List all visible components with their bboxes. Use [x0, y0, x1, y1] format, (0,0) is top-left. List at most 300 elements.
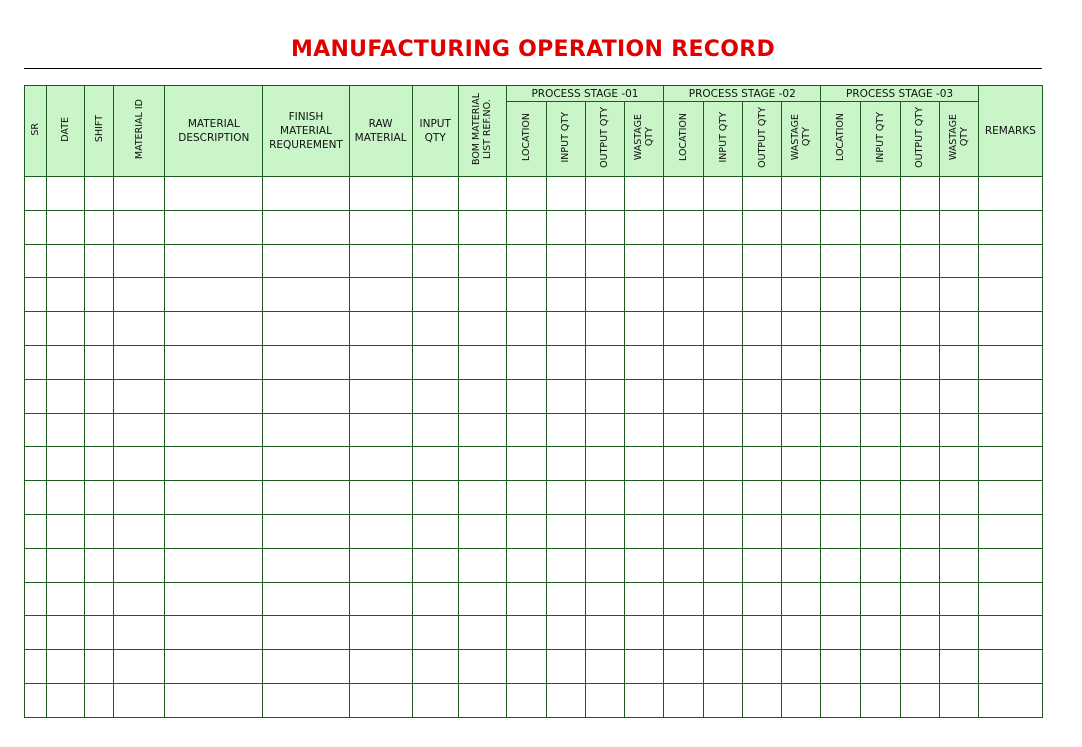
table-cell[interactable]: [349, 548, 412, 582]
table-cell[interactable]: [25, 345, 47, 379]
table-cell[interactable]: [349, 244, 412, 278]
table-cell[interactable]: [25, 447, 47, 481]
table-cell[interactable]: [85, 244, 114, 278]
table-cell[interactable]: [25, 481, 47, 515]
table-cell[interactable]: [664, 683, 704, 717]
table-cell[interactable]: [412, 345, 458, 379]
table-cell[interactable]: [412, 244, 458, 278]
table-cell[interactable]: [412, 548, 458, 582]
table-cell[interactable]: [47, 278, 85, 312]
table-cell[interactable]: [114, 447, 165, 481]
table-cell[interactable]: [25, 413, 47, 447]
table-cell[interactable]: [861, 582, 900, 616]
table-cell[interactable]: [546, 244, 585, 278]
table-cell[interactable]: [743, 210, 782, 244]
table-cell[interactable]: [546, 548, 585, 582]
table-cell[interactable]: [939, 177, 978, 211]
table-cell[interactable]: [861, 312, 900, 346]
table-cell[interactable]: [263, 345, 349, 379]
table-cell[interactable]: [349, 481, 412, 515]
table-cell[interactable]: [458, 447, 506, 481]
table-cell[interactable]: [349, 210, 412, 244]
table-cell[interactable]: [939, 616, 978, 650]
table-cell[interactable]: [85, 481, 114, 515]
table-cell[interactable]: [546, 582, 585, 616]
table-cell[interactable]: [664, 379, 704, 413]
table-cell[interactable]: [978, 548, 1042, 582]
table-cell[interactable]: [85, 447, 114, 481]
table-cell[interactable]: [861, 278, 900, 312]
table-cell[interactable]: [349, 582, 412, 616]
table-cell[interactable]: [506, 413, 546, 447]
table-cell[interactable]: [546, 345, 585, 379]
table-cell[interactable]: [782, 379, 821, 413]
table-cell[interactable]: [114, 210, 165, 244]
table-cell[interactable]: [664, 650, 704, 684]
table-cell[interactable]: [782, 278, 821, 312]
table-cell[interactable]: [165, 650, 263, 684]
table-cell[interactable]: [743, 413, 782, 447]
table-cell[interactable]: [704, 312, 743, 346]
table-cell[interactable]: [664, 582, 704, 616]
table-cell[interactable]: [458, 210, 506, 244]
table-cell[interactable]: [47, 447, 85, 481]
table-cell[interactable]: [47, 210, 85, 244]
table-cell[interactable]: [939, 312, 978, 346]
table-cell[interactable]: [506, 616, 546, 650]
table-cell[interactable]: [664, 447, 704, 481]
table-cell[interactable]: [704, 481, 743, 515]
table-cell[interactable]: [114, 312, 165, 346]
table-cell[interactable]: [625, 345, 664, 379]
table-cell[interactable]: [704, 413, 743, 447]
table-cell[interactable]: [263, 244, 349, 278]
table-cell[interactable]: [861, 210, 900, 244]
table-cell[interactable]: [25, 379, 47, 413]
table-cell[interactable]: [704, 616, 743, 650]
table-cell[interactable]: [47, 481, 85, 515]
table-cell[interactable]: [782, 210, 821, 244]
table-cell[interactable]: [412, 177, 458, 211]
table-cell[interactable]: [165, 683, 263, 717]
table-cell[interactable]: [85, 548, 114, 582]
table-cell[interactable]: [585, 413, 624, 447]
table-cell[interactable]: [704, 514, 743, 548]
table-cell[interactable]: [861, 177, 900, 211]
table-cell[interactable]: [85, 582, 114, 616]
table-cell[interactable]: [506, 379, 546, 413]
table-cell[interactable]: [25, 244, 47, 278]
table-cell[interactable]: [782, 177, 821, 211]
table-cell[interactable]: [625, 278, 664, 312]
table-cell[interactable]: [412, 413, 458, 447]
table-cell[interactable]: [114, 244, 165, 278]
table-cell[interactable]: [900, 177, 939, 211]
table-cell[interactable]: [349, 177, 412, 211]
table-cell[interactable]: [821, 379, 861, 413]
table-cell[interactable]: [47, 177, 85, 211]
table-cell[interactable]: [704, 379, 743, 413]
table-cell[interactable]: [85, 616, 114, 650]
table-cell[interactable]: [664, 514, 704, 548]
table-cell[interactable]: [821, 582, 861, 616]
table-cell[interactable]: [47, 413, 85, 447]
table-cell[interactable]: [263, 481, 349, 515]
table-cell[interactable]: [939, 481, 978, 515]
table-cell[interactable]: [458, 481, 506, 515]
table-cell[interactable]: [25, 278, 47, 312]
table-cell[interactable]: [85, 683, 114, 717]
table-cell[interactable]: [821, 312, 861, 346]
table-cell[interactable]: [458, 244, 506, 278]
table-cell[interactable]: [114, 683, 165, 717]
table-cell[interactable]: [546, 312, 585, 346]
table-cell[interactable]: [861, 650, 900, 684]
table-cell[interactable]: [939, 650, 978, 684]
table-cell[interactable]: [743, 345, 782, 379]
table-cell[interactable]: [47, 244, 85, 278]
table-cell[interactable]: [585, 514, 624, 548]
table-cell[interactable]: [585, 312, 624, 346]
table-cell[interactable]: [743, 582, 782, 616]
table-cell[interactable]: [47, 683, 85, 717]
table-cell[interactable]: [978, 650, 1042, 684]
table-cell[interactable]: [85, 650, 114, 684]
table-cell[interactable]: [546, 413, 585, 447]
table-cell[interactable]: [85, 312, 114, 346]
table-cell[interactable]: [114, 548, 165, 582]
table-cell[interactable]: [114, 481, 165, 515]
table-cell[interactable]: [900, 278, 939, 312]
table-cell[interactable]: [704, 278, 743, 312]
table-cell[interactable]: [263, 548, 349, 582]
table-cell[interactable]: [412, 650, 458, 684]
table-cell[interactable]: [506, 447, 546, 481]
table-cell[interactable]: [743, 244, 782, 278]
table-cell[interactable]: [939, 514, 978, 548]
table-cell[interactable]: [978, 244, 1042, 278]
table-cell[interactable]: [704, 177, 743, 211]
table-cell[interactable]: [47, 379, 85, 413]
table-cell[interactable]: [263, 210, 349, 244]
table-cell[interactable]: [743, 379, 782, 413]
table-cell[interactable]: [114, 514, 165, 548]
table-cell[interactable]: [664, 345, 704, 379]
table-cell[interactable]: [546, 481, 585, 515]
table-cell[interactable]: [782, 244, 821, 278]
table-cell[interactable]: [165, 244, 263, 278]
table-cell[interactable]: [165, 210, 263, 244]
table-cell[interactable]: [47, 345, 85, 379]
table-cell[interactable]: [349, 683, 412, 717]
table-cell[interactable]: [585, 447, 624, 481]
table-cell[interactable]: [664, 616, 704, 650]
table-cell[interactable]: [458, 345, 506, 379]
table-cell[interactable]: [821, 413, 861, 447]
table-cell[interactable]: [625, 616, 664, 650]
table-cell[interactable]: [506, 582, 546, 616]
table-cell[interactable]: [861, 683, 900, 717]
table-cell[interactable]: [821, 447, 861, 481]
table-cell[interactable]: [978, 514, 1042, 548]
table-cell[interactable]: [743, 177, 782, 211]
table-cell[interactable]: [85, 210, 114, 244]
table-cell[interactable]: [900, 514, 939, 548]
table-cell[interactable]: [585, 548, 624, 582]
table-cell[interactable]: [165, 616, 263, 650]
table-cell[interactable]: [625, 514, 664, 548]
table-cell[interactable]: [412, 379, 458, 413]
table-cell[interactable]: [546, 683, 585, 717]
table-cell[interactable]: [585, 616, 624, 650]
table-cell[interactable]: [978, 379, 1042, 413]
table-cell[interactable]: [743, 481, 782, 515]
table-cell[interactable]: [978, 582, 1042, 616]
table-cell[interactable]: [861, 244, 900, 278]
table-cell[interactable]: [821, 683, 861, 717]
table-cell[interactable]: [782, 514, 821, 548]
table-cell[interactable]: [978, 481, 1042, 515]
table-cell[interactable]: [25, 650, 47, 684]
table-cell[interactable]: [664, 548, 704, 582]
table-cell[interactable]: [412, 481, 458, 515]
table-cell[interactable]: [743, 447, 782, 481]
table-cell[interactable]: [821, 514, 861, 548]
table-cell[interactable]: [900, 244, 939, 278]
table-cell[interactable]: [782, 447, 821, 481]
table-cell[interactable]: [412, 447, 458, 481]
table-cell[interactable]: [25, 177, 47, 211]
table-cell[interactable]: [939, 345, 978, 379]
table-cell[interactable]: [165, 278, 263, 312]
table-cell[interactable]: [625, 481, 664, 515]
table-cell[interactable]: [114, 413, 165, 447]
table-cell[interactable]: [978, 345, 1042, 379]
table-cell[interactable]: [704, 548, 743, 582]
table-cell[interactable]: [782, 683, 821, 717]
table-cell[interactable]: [85, 278, 114, 312]
table-cell[interactable]: [349, 650, 412, 684]
table-cell[interactable]: [412, 616, 458, 650]
table-cell[interactable]: [458, 413, 506, 447]
table-cell[interactable]: [900, 650, 939, 684]
table-cell[interactable]: [263, 312, 349, 346]
table-cell[interactable]: [704, 447, 743, 481]
table-cell[interactable]: [263, 683, 349, 717]
table-cell[interactable]: [349, 514, 412, 548]
table-cell[interactable]: [900, 413, 939, 447]
table-cell[interactable]: [546, 650, 585, 684]
table-cell[interactable]: [114, 345, 165, 379]
table-cell[interactable]: [821, 210, 861, 244]
table-cell[interactable]: [939, 548, 978, 582]
table-cell[interactable]: [263, 650, 349, 684]
table-cell[interactable]: [263, 413, 349, 447]
table-cell[interactable]: [546, 278, 585, 312]
table-cell[interactable]: [165, 177, 263, 211]
table-cell[interactable]: [458, 379, 506, 413]
table-cell[interactable]: [743, 312, 782, 346]
table-cell[interactable]: [412, 683, 458, 717]
table-cell[interactable]: [585, 379, 624, 413]
table-cell[interactable]: [743, 548, 782, 582]
table-cell[interactable]: [782, 345, 821, 379]
table-cell[interactable]: [165, 413, 263, 447]
table-cell[interactable]: [861, 481, 900, 515]
table-cell[interactable]: [978, 278, 1042, 312]
table-cell[interactable]: [47, 616, 85, 650]
table-cell[interactable]: [782, 616, 821, 650]
table-cell[interactable]: [625, 548, 664, 582]
table-cell[interactable]: [458, 650, 506, 684]
table-cell[interactable]: [900, 616, 939, 650]
table-cell[interactable]: [585, 278, 624, 312]
table-cell[interactable]: [349, 278, 412, 312]
table-cell[interactable]: [625, 582, 664, 616]
table-cell[interactable]: [546, 447, 585, 481]
table-cell[interactable]: [861, 616, 900, 650]
table-cell[interactable]: [585, 345, 624, 379]
table-cell[interactable]: [25, 514, 47, 548]
table-cell[interactable]: [625, 650, 664, 684]
table-cell[interactable]: [782, 582, 821, 616]
table-cell[interactable]: [585, 177, 624, 211]
table-cell[interactable]: [625, 177, 664, 211]
table-cell[interactable]: [625, 683, 664, 717]
table-cell[interactable]: [25, 582, 47, 616]
table-cell[interactable]: [349, 379, 412, 413]
table-cell[interactable]: [625, 379, 664, 413]
table-cell[interactable]: [821, 548, 861, 582]
table-cell[interactable]: [458, 548, 506, 582]
table-cell[interactable]: [900, 548, 939, 582]
table-cell[interactable]: [546, 177, 585, 211]
table-cell[interactable]: [458, 514, 506, 548]
table-cell[interactable]: [585, 582, 624, 616]
table-cell[interactable]: [861, 413, 900, 447]
table-cell[interactable]: [585, 683, 624, 717]
table-cell[interactable]: [939, 278, 978, 312]
table-cell[interactable]: [978, 312, 1042, 346]
table-cell[interactable]: [743, 683, 782, 717]
table-cell[interactable]: [47, 582, 85, 616]
table-cell[interactable]: [506, 481, 546, 515]
table-cell[interactable]: [900, 582, 939, 616]
table-cell[interactable]: [506, 345, 546, 379]
table-cell[interactable]: [506, 514, 546, 548]
table-cell[interactable]: [978, 447, 1042, 481]
table-cell[interactable]: [782, 481, 821, 515]
table-cell[interactable]: [458, 278, 506, 312]
table-cell[interactable]: [85, 514, 114, 548]
table-cell[interactable]: [412, 582, 458, 616]
table-cell[interactable]: [165, 447, 263, 481]
table-cell[interactable]: [349, 447, 412, 481]
table-cell[interactable]: [704, 210, 743, 244]
table-cell[interactable]: [900, 345, 939, 379]
table-cell[interactable]: [821, 345, 861, 379]
table-cell[interactable]: [546, 616, 585, 650]
table-cell[interactable]: [978, 616, 1042, 650]
table-cell[interactable]: [743, 650, 782, 684]
table-cell[interactable]: [263, 514, 349, 548]
table-cell[interactable]: [263, 379, 349, 413]
table-cell[interactable]: [47, 312, 85, 346]
table-cell[interactable]: [782, 650, 821, 684]
table-cell[interactable]: [263, 447, 349, 481]
table-cell[interactable]: [165, 582, 263, 616]
table-cell[interactable]: [704, 582, 743, 616]
table-cell[interactable]: [114, 379, 165, 413]
table-cell[interactable]: [165, 548, 263, 582]
table-cell[interactable]: [263, 177, 349, 211]
table-cell[interactable]: [506, 650, 546, 684]
table-cell[interactable]: [743, 514, 782, 548]
table-cell[interactable]: [782, 312, 821, 346]
table-cell[interactable]: [114, 177, 165, 211]
table-cell[interactable]: [165, 312, 263, 346]
table-cell[interactable]: [85, 177, 114, 211]
table-cell[interactable]: [625, 210, 664, 244]
table-cell[interactable]: [25, 616, 47, 650]
table-cell[interactable]: [861, 345, 900, 379]
table-cell[interactable]: [900, 481, 939, 515]
table-cell[interactable]: [939, 379, 978, 413]
table-cell[interactable]: [349, 345, 412, 379]
table-cell[interactable]: [704, 345, 743, 379]
table-cell[interactable]: [664, 312, 704, 346]
table-cell[interactable]: [458, 582, 506, 616]
table-cell[interactable]: [900, 447, 939, 481]
table-cell[interactable]: [704, 650, 743, 684]
table-cell[interactable]: [546, 210, 585, 244]
table-cell[interactable]: [114, 278, 165, 312]
table-cell[interactable]: [506, 244, 546, 278]
table-cell[interactable]: [25, 548, 47, 582]
table-cell[interactable]: [939, 447, 978, 481]
table-cell[interactable]: [939, 244, 978, 278]
table-cell[interactable]: [625, 447, 664, 481]
table-cell[interactable]: [939, 683, 978, 717]
table-cell[interactable]: [349, 413, 412, 447]
table-cell[interactable]: [165, 345, 263, 379]
table-cell[interactable]: [743, 616, 782, 650]
table-cell[interactable]: [625, 413, 664, 447]
table-cell[interactable]: [978, 177, 1042, 211]
table-cell[interactable]: [664, 413, 704, 447]
table-cell[interactable]: [165, 481, 263, 515]
table-cell[interactable]: [114, 582, 165, 616]
table-cell[interactable]: [506, 210, 546, 244]
table-cell[interactable]: [821, 650, 861, 684]
table-cell[interactable]: [900, 379, 939, 413]
table-cell[interactable]: [585, 210, 624, 244]
table-cell[interactable]: [821, 616, 861, 650]
table-cell[interactable]: [585, 650, 624, 684]
table-cell[interactable]: [412, 210, 458, 244]
table-cell[interactable]: [47, 548, 85, 582]
table-cell[interactable]: [821, 278, 861, 312]
table-cell[interactable]: [25, 210, 47, 244]
table-cell[interactable]: [85, 413, 114, 447]
table-cell[interactable]: [506, 278, 546, 312]
table-cell[interactable]: [585, 244, 624, 278]
table-cell[interactable]: [349, 312, 412, 346]
table-cell[interactable]: [978, 413, 1042, 447]
table-cell[interactable]: [47, 650, 85, 684]
table-cell[interactable]: [664, 278, 704, 312]
table-cell[interactable]: [704, 683, 743, 717]
